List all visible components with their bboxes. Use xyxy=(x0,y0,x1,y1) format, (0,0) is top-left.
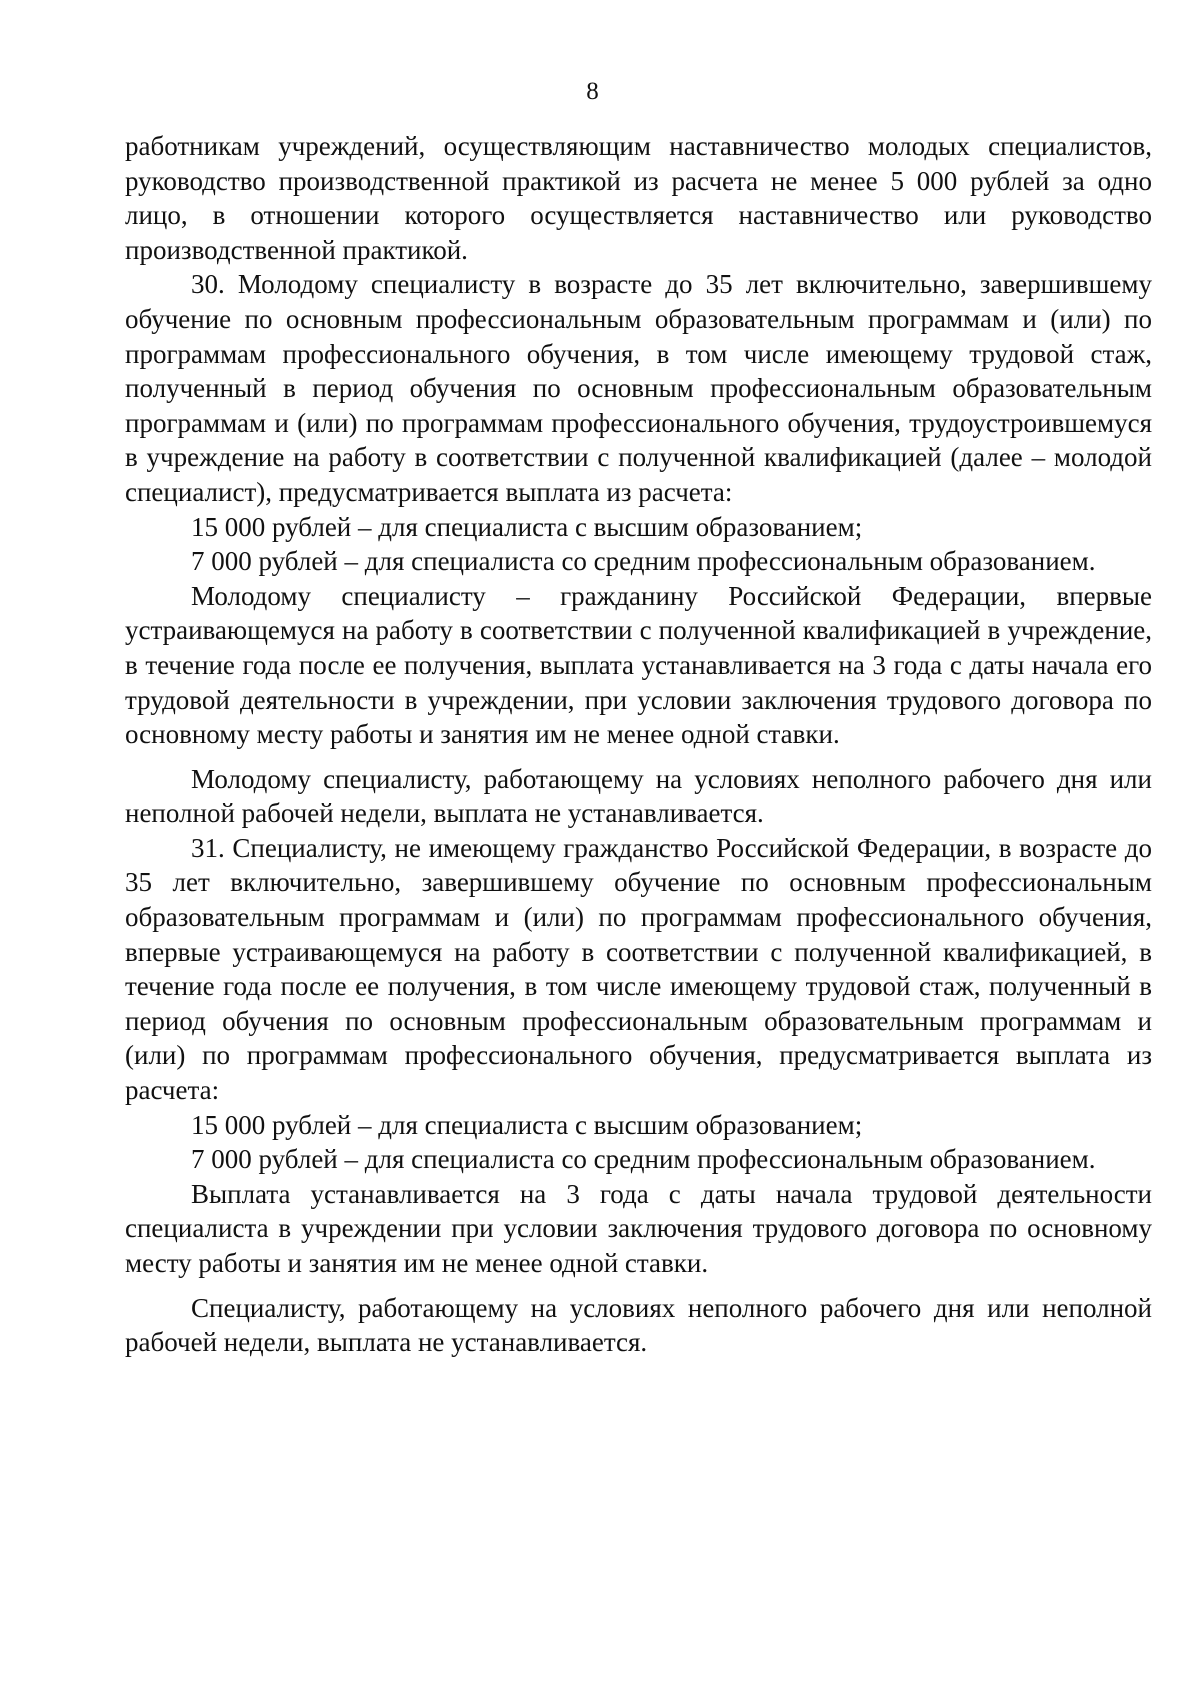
paragraph-payment-higher-education: 15 000 рублей – для специалиста с высшим образованием; xyxy=(191,511,863,542)
paragraph-part-time-exclusion-31: Специалисту, работающему на условиях неполного рабочего дня или неполной рабочей недели, выплата не устанавливается. xyxy=(125,1292,1152,1358)
paragraph-citizen-condition: Молодому специалисту – гражданину Российской Федерации, впервые устраивающемуся на работу в соответствии с полученной квалификацией в учреждение, в течение года после ее получения, выплата устанавливается на 3 года с даты начала его трудовой деятельности в учреждении, при условии заключения трудового договора по основному месту работы и занятия им не менее одной ставки. xyxy=(125,580,1152,750)
paragraph-payment-higher-education-31: 15 000 рублей – для специалиста с высшим образованием; xyxy=(191,1109,863,1140)
paragraph-item-31: 31. Специалисту, не имеющему гражданство Российской Федерации, в возрасте до 35 лет включительно, завершившему обучение по основным профессиональным образовательным программам и (или) по программам профессионального обучения, впервые устраивающемуся на работу в соответствии с полученной квалификацией, в течение года после ее получения, в том числе имеющему трудовой стаж, полученный в период обучения по основным профессиональным образовательным программам и (или) по программам профессионального обучения, предусматривается выплата из расчета: xyxy=(125,832,1152,1106)
paragraph-payment-secondary-education-31: 7 000 рублей – для специалиста со средним профессиональным образованием. xyxy=(191,1144,1096,1175)
paragraph-payment-secondary-education: 7 000 рублей – для специалиста со средним профессиональным образованием. xyxy=(191,546,1096,577)
page-number: 8 xyxy=(586,78,599,105)
paragraph-continuation: работникам учреждений, осуществляющим наставничество молодых специалистов, руководство производственной практикой из расчета не менее 5 000 рублей за одно лицо, в отношении которого осуществляется наставничество или руководство производственной практикой. xyxy=(125,131,1152,265)
paragraph-part-time-exclusion: Молодому специалисту, работающему на условиях неполного рабочего дня или неполной рабочей недели, выплата не устанавливается. xyxy=(125,763,1152,829)
paragraph-payment-term-31: Выплата устанавливается на 3 года с даты начала трудовой деятельности специалиста в учреждении при условии заключения трудового договора по основному месту работы и занятия им не менее одной ставки. xyxy=(125,1178,1152,1278)
document-body xyxy=(125,129,1152,1360)
paragraph-item-30: 30. Молодому специалисту в возрасте до 35 лет включительно, завершившему обучение по основным профессиональным образовательным программам и (или) по программам профессионального обучения, в том числе имеющему трудовой стаж, полученный в период обучения по основным профессиональным образовательным программам и (или) по программам профессионального обучения, трудоустроившемуся в учреждение на работу в соответствии с полученной квалификацией (далее – молодой специалист), предусматривается выплата из расчета: xyxy=(125,269,1152,507)
